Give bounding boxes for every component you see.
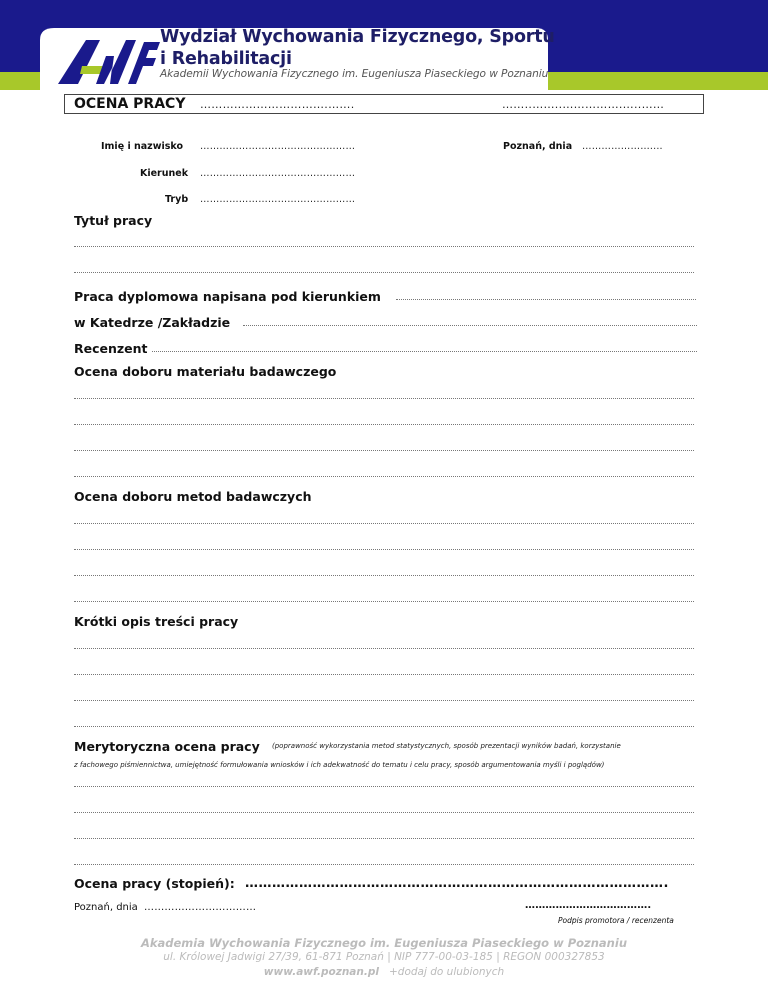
merit-heading: Merytoryczna ocena pracy xyxy=(74,739,260,754)
bottom-date-field[interactable]: …………………………… xyxy=(144,902,257,913)
footer-bookmark-link[interactable]: +dodaj do ulubionych xyxy=(389,966,505,978)
supervisor-field[interactable] xyxy=(396,299,696,300)
methods-heading: Ocena doboru metod badawczych xyxy=(74,489,312,504)
place-date-label: Poznań, dnia xyxy=(503,141,573,152)
material-line-4[interactable] xyxy=(74,476,694,477)
merit-note-1: (poprawność wykorzystania metod statystycznych, sposób prezentacji wyników badań, korzystanie xyxy=(272,742,621,750)
mode-field[interactable]: ………………………………………… xyxy=(200,194,356,205)
faculty-title xyxy=(160,26,555,70)
footer-links xyxy=(0,966,768,978)
name-field[interactable]: ………………………………………… xyxy=(200,141,356,152)
merit-line-3[interactable] xyxy=(74,838,694,839)
title-fill-right[interactable]: ……..……..…………….…..…… xyxy=(502,98,665,111)
merit-line-1[interactable] xyxy=(74,786,694,787)
summary-line-4[interactable] xyxy=(74,726,694,727)
university-subtitle: Akademii Wychowania Fizycznego im. Eugeniusza Piaseckiego w Poznaniu xyxy=(160,68,549,80)
summary-line-2[interactable] xyxy=(74,674,694,675)
methods-line-1[interactable] xyxy=(74,523,694,524)
signature-label: Podpis promotora / recenzenta xyxy=(558,916,674,925)
mode-label: Tryb xyxy=(165,194,189,205)
thesis-title-line-2[interactable] xyxy=(74,272,694,273)
awf-logo xyxy=(56,36,160,86)
footer-university: Akademia Wychowania Fizycznego im. Eugeniusza Piaseckiego w Poznaniu xyxy=(140,936,628,950)
title-fill-left[interactable]: …………………………….……. xyxy=(200,98,355,111)
material-line-3[interactable] xyxy=(74,450,694,451)
department-field[interactable] xyxy=(243,325,697,326)
signature-field[interactable]: ………………………………. xyxy=(525,900,652,911)
methods-line-4[interactable] xyxy=(74,601,694,602)
faculty-title-line1: Wydział Wychowania Fizycznego, Sportu xyxy=(160,27,555,47)
merit-note-2: z fachowego piśmiennictwa, umiejętność formułowania wniosków i ich adekwatność do tematu i celu pracy, sposób argumentowania myśli i poglądów) xyxy=(74,761,605,769)
grade-label: Ocena pracy (stopień): xyxy=(74,876,235,891)
footer-website-link[interactable]: www.awf.poznan.pl xyxy=(263,966,379,978)
material-heading: Ocena doboru materiału badawczego xyxy=(74,364,337,379)
reviewer-label: Recenzent xyxy=(74,341,148,356)
place-date-field[interactable]: ………………….... xyxy=(582,141,663,152)
name-label: Imię i nazwisko xyxy=(101,141,183,152)
summary-line-3[interactable] xyxy=(74,700,694,701)
thesis-title-line-1[interactable] xyxy=(74,246,694,247)
thesis-title-heading: Tytuł pracy xyxy=(74,213,153,228)
material-line-2[interactable] xyxy=(74,424,694,425)
material-line-1[interactable] xyxy=(74,398,694,399)
merit-line-2[interactable] xyxy=(74,812,694,813)
grade-field[interactable]: …………………………………………………………………………………. xyxy=(245,876,669,891)
methods-line-2[interactable] xyxy=(74,549,694,550)
reviewer-field[interactable] xyxy=(152,351,697,352)
summary-heading: Krótki opis treści pracy xyxy=(74,614,239,629)
footer-address: ul. Królowej Jadwigi 27/39, 61-871 Poznań | NIP 777-00-03-185 | REGON 000327853 xyxy=(163,951,605,963)
methods-line-3[interactable] xyxy=(74,575,694,576)
faculty-title-line2: i Rehabilitacji xyxy=(160,49,292,69)
summary-line-1[interactable] xyxy=(74,648,694,649)
merit-line-4[interactable] xyxy=(74,864,694,865)
department-label: w Katedrze /Zakładzie xyxy=(74,315,231,330)
direction-label: Kierunek xyxy=(140,168,189,179)
bottom-date-label: Poznań, dnia xyxy=(74,902,138,913)
direction-field[interactable]: ………………………………………… xyxy=(200,168,356,179)
form-title: OCENA PRACY xyxy=(74,96,186,112)
supervisor-label: Praca dyplomowa napisana pod kierunkiem xyxy=(74,289,381,304)
